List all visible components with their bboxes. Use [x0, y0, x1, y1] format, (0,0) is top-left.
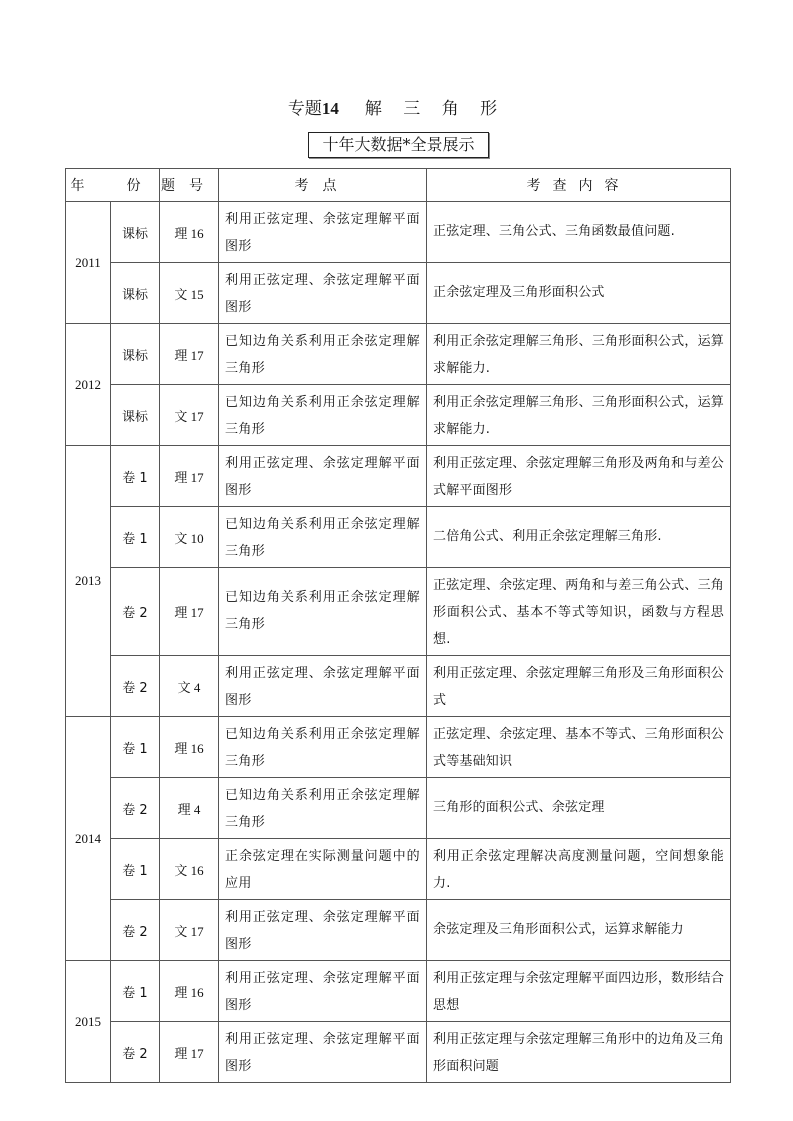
year-cell: 2012 [66, 324, 111, 446]
content-cell: 正弦定理、三角公式、三角函数最值问题. [427, 202, 731, 263]
content-cell: 余弦定理及三角形面积公式，运算求解能力 [427, 900, 731, 961]
content-cell: 二倍角公式、利用正余弦定理解三角形. [427, 507, 731, 568]
paper-cell: 卷 1 [111, 446, 160, 507]
paper-cell: 卷 1 [111, 507, 160, 568]
year-cell: 2014 [66, 717, 111, 961]
topic-cell: 已知边角关系利用正余弦定理解三角形 [219, 717, 427, 778]
table-row [66, 717, 731, 778]
question-cell: 理 17 [160, 446, 219, 507]
paper-cell: 卷 2 [111, 656, 160, 717]
table-row [66, 568, 731, 656]
content-cell: 利用正弦定理、余弦定理解三角形及三角形面积公式 [427, 656, 731, 717]
header-year: 年 份 [66, 169, 160, 202]
question-cell: 文 16 [160, 839, 219, 900]
question-cell: 理 17 [160, 1022, 219, 1083]
question-cell: 文 15 [160, 263, 219, 324]
topic-cell: 利用正弦定理、余弦定理解平面图形 [219, 202, 427, 263]
question-cell: 理 16 [160, 717, 219, 778]
question-cell: 理 17 [160, 324, 219, 385]
paper-cell: 卷 2 [111, 778, 160, 839]
paper-cell: 卷 1 [111, 961, 160, 1022]
topic-cell: 利用正弦定理、余弦定理解平面图形 [219, 961, 427, 1022]
content-cell: 三角形的面积公式、余弦定理 [427, 778, 731, 839]
question-cell: 理 16 [160, 202, 219, 263]
paper-cell: 课标 [111, 385, 160, 446]
question-cell: 文 4 [160, 656, 219, 717]
topic-cell: 利用正弦定理、余弦定理解平面图形 [219, 1022, 427, 1083]
table-row [66, 1022, 731, 1083]
year-cell: 2013 [66, 446, 111, 717]
title-number: 14 [321, 99, 339, 118]
table-row [66, 961, 731, 1022]
paper-cell: 课标 [111, 263, 160, 324]
table-row [66, 446, 731, 507]
paper-cell: 课标 [111, 202, 160, 263]
content-cell: 利用正弦定理、余弦定理解三角形及两角和与差公式解平面图形 [427, 446, 731, 507]
content-cell: 利用正弦定理与余弦定理解三角形中的边角及三角形面积问题 [427, 1022, 731, 1083]
topic-cell: 利用正弦定理、余弦定理解平面图形 [219, 656, 427, 717]
question-cell: 文 17 [160, 900, 219, 961]
header-question-number: 题号 [160, 169, 219, 202]
content-cell: 正弦定理、余弦定理、基本不等式、三角形面积公式等基础知识 [427, 717, 731, 778]
table-row [66, 778, 731, 839]
paper-cell: 卷 1 [111, 839, 160, 900]
topic-cell: 利用正弦定理、余弦定理解平面图形 [219, 263, 427, 324]
paper-cell: 卷 2 [111, 1022, 160, 1083]
content-cell: 利用正余弦定理解三角形、三角形面积公式，运算求解能力. [427, 385, 731, 446]
topic-cell: 已知边角关系利用正余弦定理解三角形 [219, 568, 427, 656]
table-row [66, 324, 731, 385]
content-cell: 正弦定理、余弦定理、两角和与差三角公式、三角形面积公式、基本不等式等知识，函数与方程思想. [427, 568, 731, 656]
year-cell: 2011 [66, 202, 111, 324]
table-row [66, 839, 731, 900]
paper-cell: 卷 2 [111, 900, 160, 961]
paper-cell: 课标 [111, 324, 160, 385]
question-cell: 文 17 [160, 385, 219, 446]
page-title [0, 94, 793, 119]
question-cell: 理 17 [160, 568, 219, 656]
table-header-row [66, 169, 731, 202]
header-topic: 考点 [219, 169, 427, 202]
table-row [66, 656, 731, 717]
header-content: 考查内容 [427, 169, 731, 202]
paper-cell: 卷 1 [111, 717, 160, 778]
table-row [66, 900, 731, 961]
table-row [66, 507, 731, 568]
content-cell: 利用正弦定理与余弦定理解平面四边形，数形结合思想 [427, 961, 731, 1022]
year-cell: 2015 [66, 961, 111, 1083]
table-row [66, 202, 731, 263]
question-cell: 文 10 [160, 507, 219, 568]
table-row [66, 263, 731, 324]
table-row [66, 385, 731, 446]
question-cell: 理 16 [160, 961, 219, 1022]
topic-cell: 已知边角关系利用正余弦定理解三角形 [219, 778, 427, 839]
topic-cell: 利用正弦定理、余弦定理解平面图形 [219, 900, 427, 961]
topic-cell: 已知边角关系利用正余弦定理解三角形 [219, 324, 427, 385]
exam-data-table [65, 168, 731, 1083]
topic-cell: 已知边角关系利用正余弦定理解三角形 [219, 385, 427, 446]
content-cell: 利用正余弦定理解决高度测量问题，空间想象能力. [427, 839, 731, 900]
paper-cell: 卷 2 [111, 568, 160, 656]
topic-cell: 正余弦定理在实际测量问题中的应用 [219, 839, 427, 900]
topic-cell: 利用正弦定理、余弦定理解平面图形 [219, 446, 427, 507]
question-cell: 理 4 [160, 778, 219, 839]
subtitle-box: 十年大数据*全景展示 [308, 132, 489, 158]
topic-cell: 已知边角关系利用正余弦定理解三角形 [219, 507, 427, 568]
title-prefix: 专题 [287, 99, 322, 119]
content-cell: 正余弦定理及三角形面积公式 [427, 263, 731, 324]
content-cell: 利用正余弦定理解三角形、三角形面积公式，运算求解能力. [427, 324, 731, 385]
title-main: 解 三 角 形 [364, 99, 506, 119]
